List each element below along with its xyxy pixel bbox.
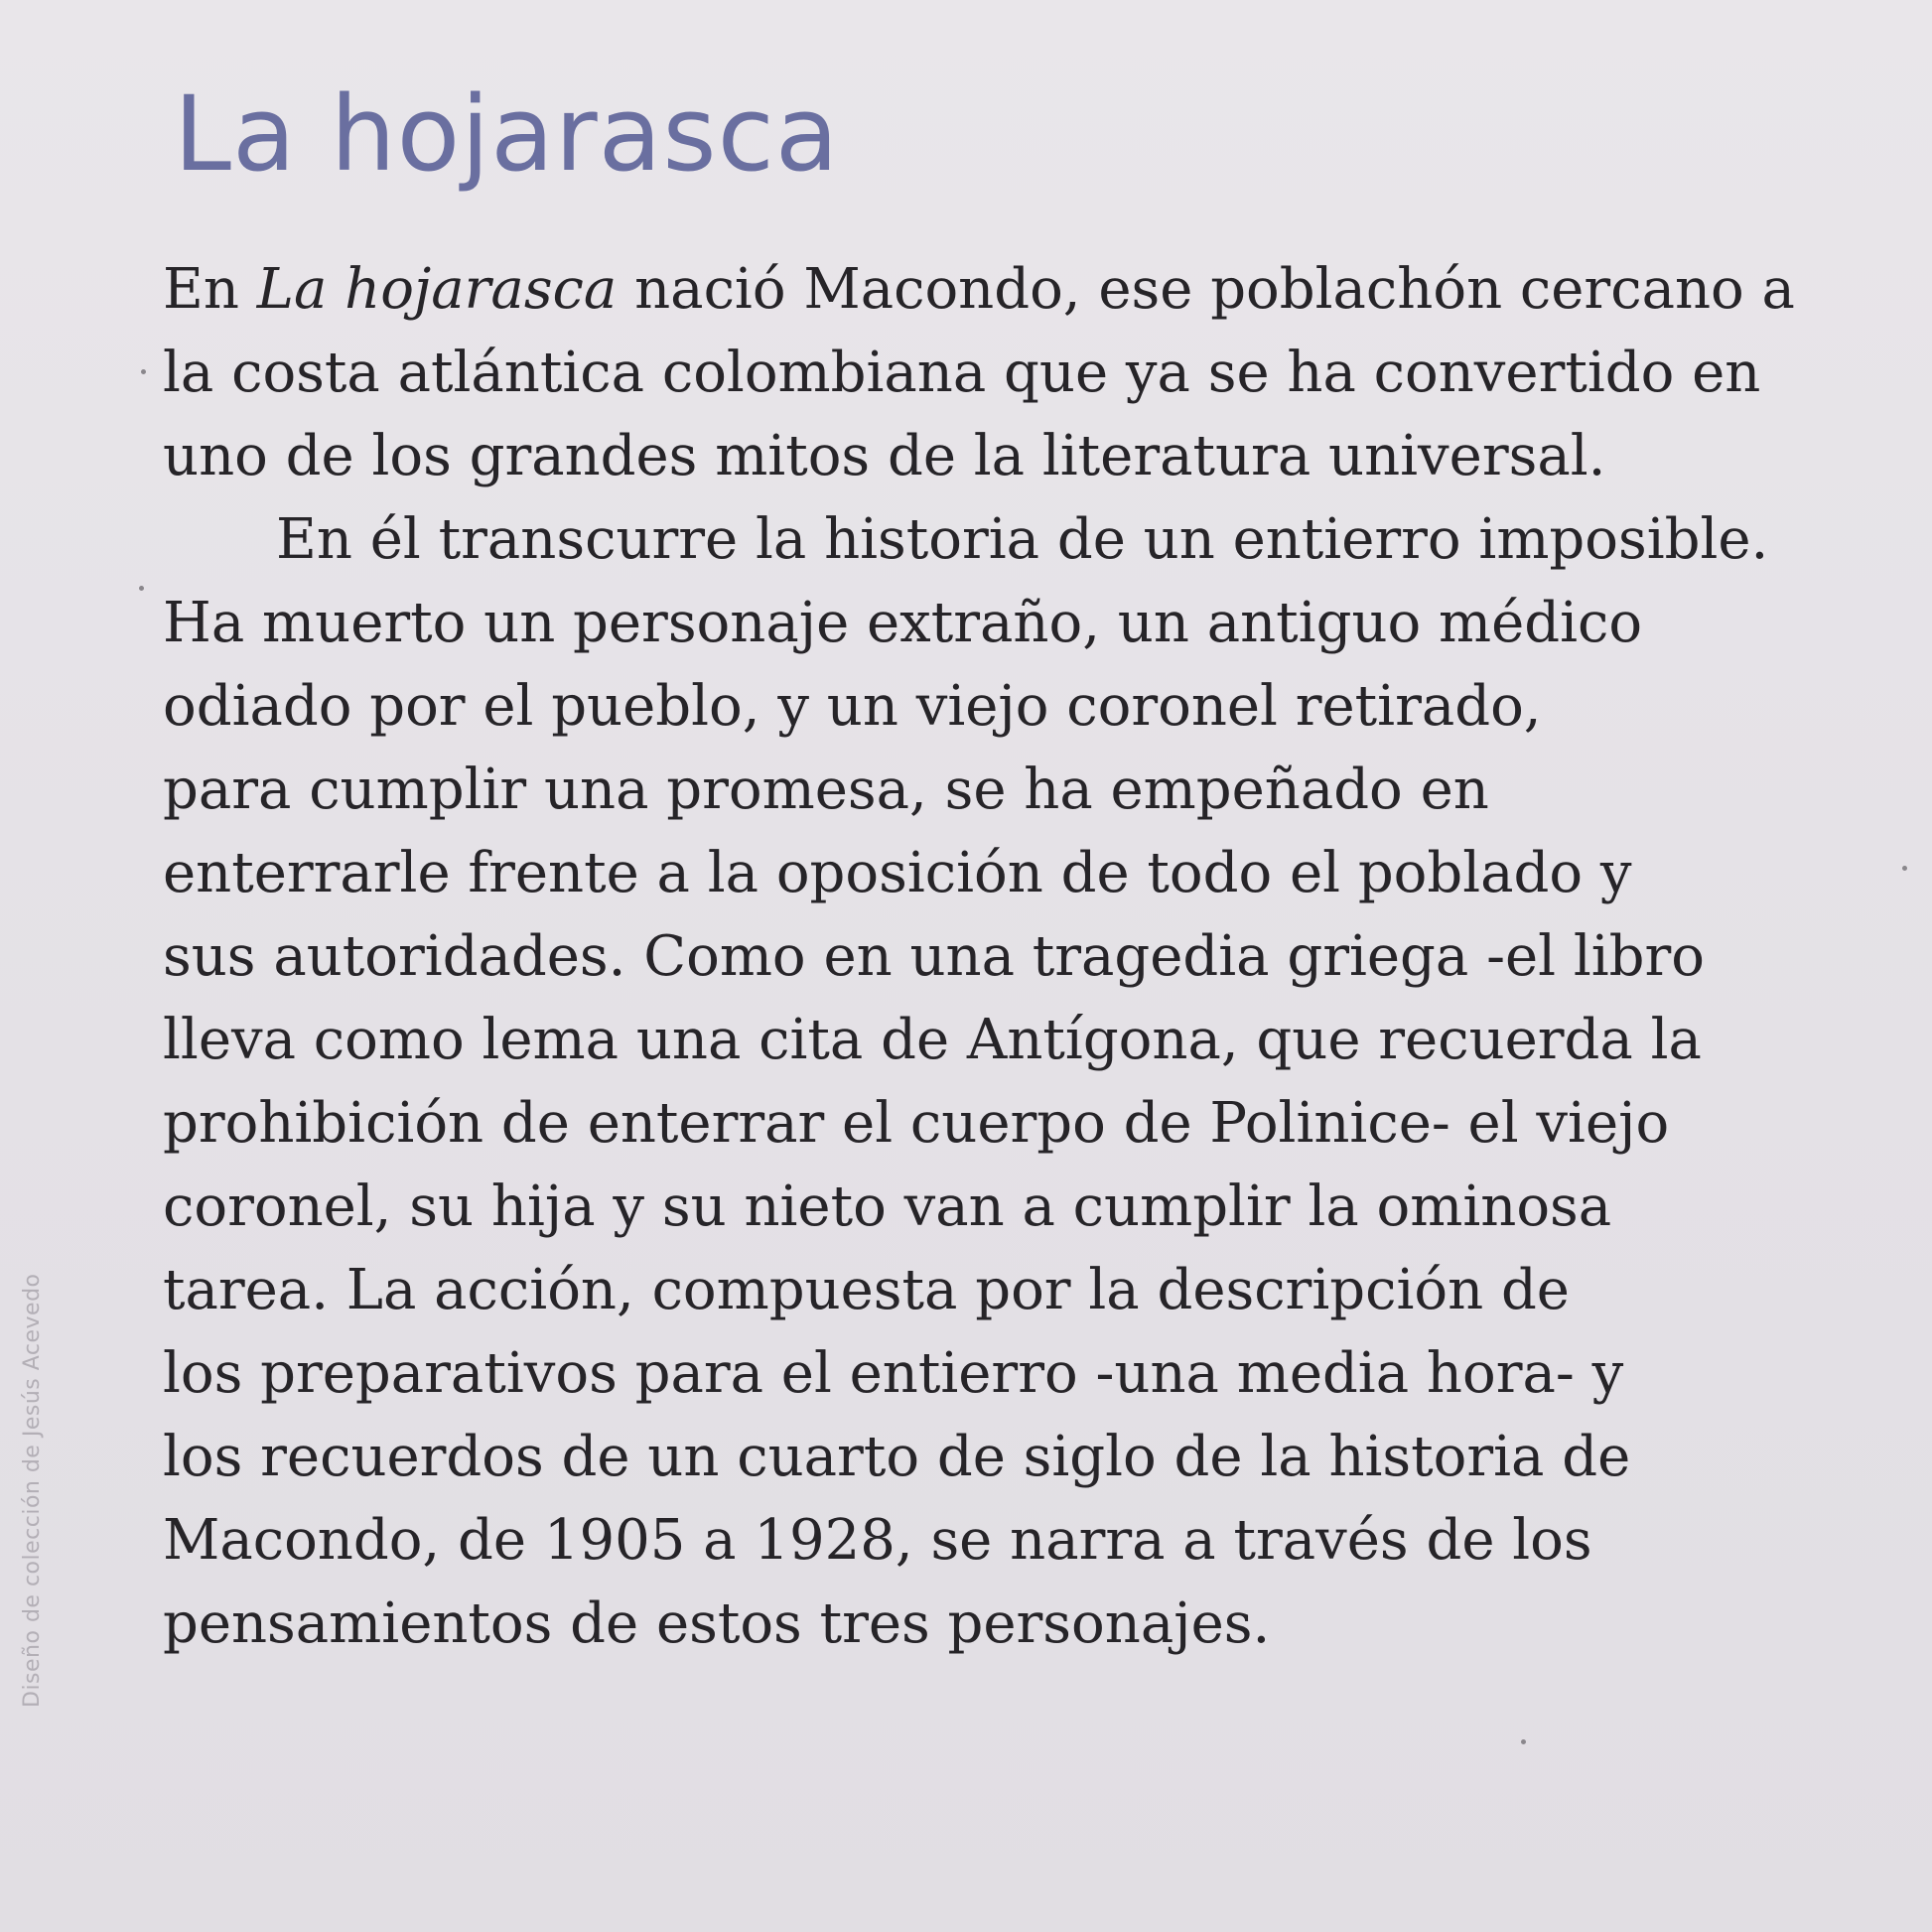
spine-credit [0, 556, 45, 1708]
paragraph2-line: para cumplir una promesa, se ha empeñado en [163, 758, 1489, 822]
paragraph2-line: sus autoridades. Como en una tragedia griega -el libro [163, 924, 1705, 989]
paragraph2-line: los recuerdos de un cuarto de siglo de la historia de [163, 1425, 1631, 1489]
paragraph1-line3: uno de los grandes mitos de la literatura universal. [163, 424, 1606, 488]
paragraph2-line: tarea. La acción, compuesta por la descripción de [163, 1258, 1570, 1322]
paper-speck [141, 369, 146, 374]
paragraph1-line1 [163, 248, 1811, 332]
paragraph2-line: odiado por el pueblo, y un viejo coronel retirado, [163, 674, 1542, 739]
paper-speck [1902, 866, 1907, 871]
paragraph1-line1-after: nació Macondo, ese poblachón cercano a [617, 257, 1795, 322]
spine-credit-text: Diseño de colección de Jesús Acevedo [20, 1273, 45, 1708]
paper-speck [1521, 1739, 1526, 1744]
paragraph2-line: lleva como lema una cita de Antígona, que recuerda la [163, 1008, 1702, 1072]
paragraph2-line: pensamientos de estos tres personajes. [163, 1591, 1271, 1656]
paragraph2-line: En él transcurre la historia de un entierro imposible. [276, 507, 1769, 572]
paragraph1-line2: la costa atlántica colombiana que ya se ha convertido en [163, 341, 1761, 405]
paragraph2-line: Ha muerto un personaje extraño, un antiguo médico [163, 591, 1643, 655]
paragraph2-line: enterrarle frente a la oposición de todo el poblado y [163, 841, 1632, 905]
paper-speck [139, 586, 144, 591]
paragraph2-line: los preparativos para el entierro -una media hora- y [163, 1341, 1624, 1406]
paragraph2-line: coronel, su hija y su nieto van a cumplir la ominosa [163, 1174, 1612, 1239]
paragraph2-line: prohibición de enterrar el cuerpo de Polinice- el viejo [163, 1091, 1670, 1156]
book-title: La hojarasca [174, 73, 840, 195]
synopsis [163, 248, 1811, 1666]
paragraph1-line1-before: En [163, 257, 257, 322]
book-title-italic: La hojarasca [256, 257, 618, 322]
paragraph2-line: Macondo, de 1905 a 1928, se narra a través de los [163, 1508, 1592, 1573]
